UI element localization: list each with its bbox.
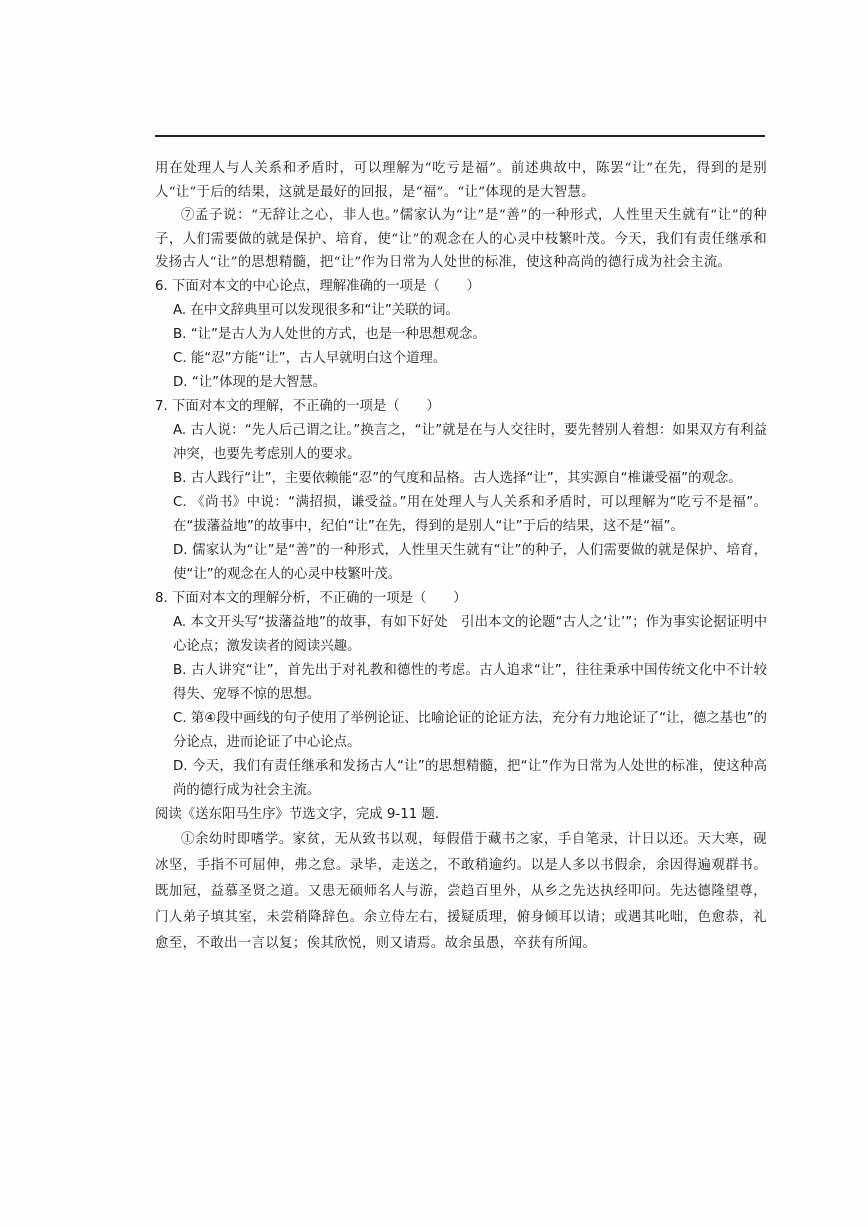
question-6 <box>155 275 767 395</box>
option-b: B. 古人讲究“让”，首先出于对礼教和德性的考虑。古人追求“让”，往往秉承中国传统文化中不计较得失、宠辱不惊的思想。 <box>173 662 767 702</box>
header-rule <box>155 135 765 137</box>
question-stem: 6. 下面对本文的中心论点，理解准确的一项是（ ） <box>155 278 481 294</box>
question-7 <box>155 395 767 587</box>
option-b: B. “让”是古人为人处世的方式，也是一种思想观念。 <box>173 326 486 342</box>
option-c: C. 第④段中画线的句子使用了举例论证、比喻论证的论证方法，充分有力地论证了“让，德之基也”的分论点，进而论证了中心论点。 <box>173 710 767 750</box>
option-c: C. 能“忍”方能“让”，古人早就明白这个道理。 <box>173 350 447 366</box>
option-a: A. 在中文辞典里可以发现很多和“让”关联的词。 <box>173 302 459 318</box>
passage-paragraph: 用在处理人与人关系和矛盾时，可以理解为“吃亏是福”。前述典故中，陈罢“让”在先，得到的是别人“让”于后的结果，这就是最好的回报，是“福”。“让”体现的是大智慧。 <box>155 161 767 200</box>
option-d: D. “让”体现的是大智慧。 <box>173 374 327 390</box>
option-a: A. 本文开头写“拔藩益地”的故事，有如下好处 引出本文的论题“古人之‘让’”；作为事实论据证明中心论点；激发读者的阅读兴趣。 <box>173 614 767 654</box>
page-content <box>155 157 767 957</box>
option-d: D. 儒家认为“让”是“善”的一种形式，人性里天生就有“让”的种子，人们需要做的就是保护、培育，使“让”的观念在人的心灵中枝繁叶茂。 <box>173 542 767 582</box>
question-stem: 7. 下面对本文的理解，不正确的一项是（ ） <box>155 398 440 414</box>
option-c: C. 《尚书》中说：“满招损，谦受益。”用在处理人与人关系和矛盾时，可以理解为“吃亏不是福”。在“拔藩益地”的故事中，纪伯“让”在先，得到的是别人“让”于后的结果，这不是“福”。 <box>173 494 767 534</box>
option-a: A. 古人说：“先人后己谓之让。”换言之，“让”就是在与人交往时，要先替别人着想：如果双方有利益冲突，也要先考虑别人的要求。 <box>173 422 767 462</box>
question-8 <box>155 587 767 803</box>
reading-intro: 阅读《送东阳马生序》节选文字，完成 9-11 题． <box>155 806 449 822</box>
classical-text: ①余幼时即嗜学。家贫，无从致书以观，每假借于藏书之家，手自笔录，计日以还。天大寒，砚冰坚，手指不可屈伸，弗之怠。录毕，走送之，不敢稍逾约。以是人多以书假余，余因得遍观群书。既加冠，益慕圣贤之道。又患无硕师名人与游，尝趋百里外，从乡之先达执经叩问。先达德隆望尊，门人弟子填其室，未尝稍降辞色。余立侍左右，援疑质理，俯身倾耳以请；或遇其叱咄，色愈恭，礼愈至，不敢出一言以复；俟其欣悦，则又请焉。故余虽愚，卒获有所闻。 <box>155 831 767 951</box>
passage-paragraph: ⑦孟子说：“无辞让之心，非人也。”儒家认为“让”是“善”的一种形式，人性里天生就有“让”的种子，人们需要做的就是保护、培育，使“让”的观念在人的心灵中枝繁叶茂。今天，我们有责任继承和发扬古人“让”的思想精髓，把“让”作为日常为人处世的标准，使这种高尚的德行成为社会主流。 <box>155 208 767 270</box>
option-d: D. 今天，我们有责任继承和发扬古人“让”的思想精髓，把“让”作为日常为人处世的标准，使这种高尚的德行成为社会主流。 <box>173 758 767 798</box>
option-b: B. 古人践行“让”，主要依赖能“忍”的气度和品格。古人选择“让”，其实源自“椎谦受福”的观念。 <box>173 470 742 486</box>
question-stem: 8. 下面对本文的理解分析，不正确的一项是（ ） <box>155 590 467 606</box>
